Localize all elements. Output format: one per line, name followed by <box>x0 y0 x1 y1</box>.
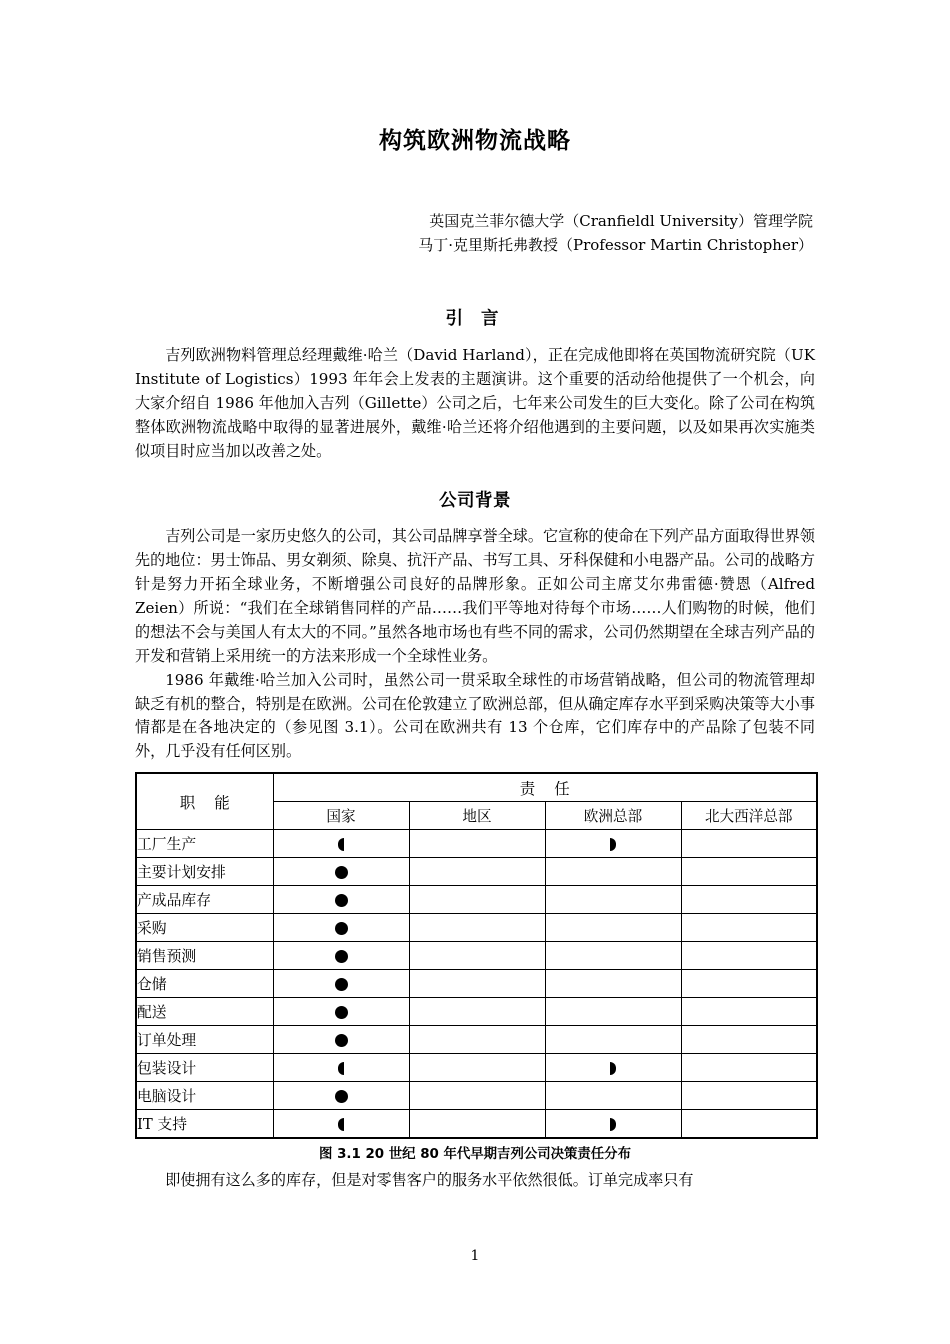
table-row-label: 仓储 <box>136 970 273 998</box>
table-cell <box>545 1026 681 1054</box>
table-cell <box>409 1110 545 1139</box>
section-heading-intro: 引 言 <box>445 309 505 330</box>
figure-3-1 <box>135 764 815 1139</box>
table-row <box>136 1082 817 1110</box>
table-cell <box>545 1110 681 1139</box>
page-title: 构筑欧洲物流战略 <box>379 127 571 154</box>
author-byline <box>135 156 815 258</box>
header-function: 职 能 <box>136 773 273 830</box>
full-circle-icon <box>335 950 348 963</box>
table-row <box>136 886 817 914</box>
full-circle-icon <box>335 1034 348 1047</box>
table-cell <box>681 942 817 970</box>
table-body <box>136 830 817 1139</box>
table-cell <box>681 1110 817 1139</box>
full-circle-icon <box>335 1090 348 1103</box>
full-circle-icon <box>335 922 348 935</box>
table-row-label: 工厂生产 <box>136 830 273 858</box>
table-row-label: 销售预测 <box>136 942 273 970</box>
table-cell <box>273 1054 409 1082</box>
table-cell <box>545 1054 681 1082</box>
table-cell <box>545 998 681 1026</box>
table-cell <box>273 1110 409 1139</box>
header-col-country: 国家 <box>273 802 409 830</box>
byline-line-2: 马丁·克里斯托弗教授（Professor Martin Christopher） <box>418 236 813 255</box>
table-cell <box>409 858 545 886</box>
table-cell <box>273 914 409 942</box>
table-cell <box>681 858 817 886</box>
table-row-label: 采购 <box>136 914 273 942</box>
table-row <box>136 1026 817 1054</box>
table-row-label: 配送 <box>136 998 273 1026</box>
table-cell <box>409 970 545 998</box>
table-row <box>136 970 817 998</box>
table-cell <box>681 1026 817 1054</box>
table-cell <box>273 998 409 1026</box>
table-row <box>136 914 817 942</box>
table-cell <box>545 858 681 886</box>
full-circle-icon <box>335 978 348 991</box>
table-cell <box>681 1082 817 1110</box>
table-row <box>136 1110 817 1139</box>
background-paragraph-2: 1986 年戴维·哈兰加入公司时，虽然公司一贯采取全球性的市场营销战略，但公司的物流管理却缺乏有机的整合，特别是在欧洲。公司在伦敦建立了欧洲总部，但从确定库存水平到采购决策等大小事情都是在各地决定的（参见图 3.1）。公司在欧洲共有 13 个仓库，它们库存中的产品除了包装不同外，几乎没有任何区别。 <box>135 670 815 761</box>
table-row-label: 电脑设计 <box>136 1082 273 1110</box>
table-cell <box>273 858 409 886</box>
left-half-circle-icon <box>338 1062 345 1075</box>
tail-paragraph: 即使拥有这么多的库存，但是对零售客户的服务水平依然很低。订单完成率只有 <box>165 1171 694 1190</box>
table-row <box>136 942 817 970</box>
table-cell <box>409 1026 545 1054</box>
right-half-circle-icon <box>610 838 617 851</box>
table-cell <box>409 886 545 914</box>
table-row-label: 订单处理 <box>136 1026 273 1054</box>
table-cell <box>409 1054 545 1082</box>
left-half-circle-icon <box>338 1118 345 1131</box>
table-cell <box>681 998 817 1026</box>
table-cell <box>545 914 681 942</box>
figure-caption: 图 3.1 20 世纪 80 年代早期吉列公司决策责任分布 <box>319 1147 631 1163</box>
intro-paragraph: 吉列欧洲物料管理总经理戴维·哈兰（David Harland），正在完成他即将在英国物流研究院（UK Institute of Logistics）1993 年年会上发表的主题演讲。这个重要的活动给他提供了一个机会，向大家介绍自 1986 年他加入吉列（Gillette）公司之后，七年来公司发生的巨大变化。除了公司在构筑整体欧洲物流战略中取得的显著进展外，戴维·哈兰还将介绍他遇到的主要问题，以及如果再次实施类似项目时应当加以改善之处。 <box>135 346 815 461</box>
table-cell <box>409 998 545 1026</box>
table-cell <box>409 942 545 970</box>
table-cell <box>545 886 681 914</box>
table-cell <box>545 970 681 998</box>
table-row <box>136 830 817 858</box>
table-cell <box>681 914 817 942</box>
table-cell <box>273 1082 409 1110</box>
header-col-euro-hq: 欧洲总部 <box>545 802 681 830</box>
left-half-circle-icon <box>338 838 345 851</box>
table-cell <box>273 942 409 970</box>
table-cell <box>681 830 817 858</box>
full-circle-icon <box>335 866 348 879</box>
table-row <box>136 998 817 1026</box>
table-row <box>136 1054 817 1082</box>
table-header-row-1 <box>136 773 817 802</box>
table-cell <box>273 1026 409 1054</box>
byline-line-1: 英国克兰菲尔德大学（Cranfieldl University）管理学院 <box>429 211 813 230</box>
table-cell <box>273 970 409 998</box>
table-cell <box>681 886 817 914</box>
full-circle-icon <box>335 894 348 907</box>
table-cell <box>545 1082 681 1110</box>
table-row-label: 包装设计 <box>136 1054 273 1082</box>
header-col-region: 地区 <box>409 802 545 830</box>
table-row-label: 主要计划安排 <box>136 858 273 886</box>
table-row-label: 产成品库存 <box>136 886 273 914</box>
page-number: 1 <box>470 1248 480 1264</box>
table-cell <box>545 942 681 970</box>
header-responsibility: 责 任 <box>273 773 817 802</box>
right-half-circle-icon <box>610 1062 617 1075</box>
table-cell <box>409 1082 545 1110</box>
right-half-circle-icon <box>610 1118 617 1131</box>
table-row <box>136 858 817 886</box>
table-cell <box>273 886 409 914</box>
table-head <box>136 773 817 830</box>
background-paragraph-1: 吉列公司是一家历史悠久的公司，其公司品牌享誉全球。它宣称的使命在下列产品方面取得世界领先的地位：男士饰品、男女剃须、除臭、抗汗产品、书写工具、牙科保健和小电器产品。公司的战略方针是努力开拓全球业务，不断增强公司良好的品牌形象。正如公司主席艾尔弗雷德·赞恩（Alfred Zeien）所说：“我们在全球销售同样的产品……我们平等地对待每个市场……人们购物的时候，他们的想法不会与美国人有太大的不同。”虽然各地市场也有些不同的需求，公司仍然期望在全球吉列产品的开发和营销上采用统一的方法来形成一个全球性业务。 <box>135 527 815 665</box>
header-col-atlantic-hq: 北大西洋总部 <box>681 802 817 830</box>
table-cell <box>545 830 681 858</box>
table-row-label: IT 支持 <box>136 1110 273 1139</box>
table-cell <box>273 830 409 858</box>
section-heading-background: 公司背景 <box>439 491 511 512</box>
table-cell <box>409 914 545 942</box>
responsibility-table <box>135 772 818 1139</box>
full-circle-icon <box>335 1006 348 1019</box>
table-cell <box>681 1054 817 1082</box>
table-cell <box>409 830 545 858</box>
table-cell <box>681 970 817 998</box>
